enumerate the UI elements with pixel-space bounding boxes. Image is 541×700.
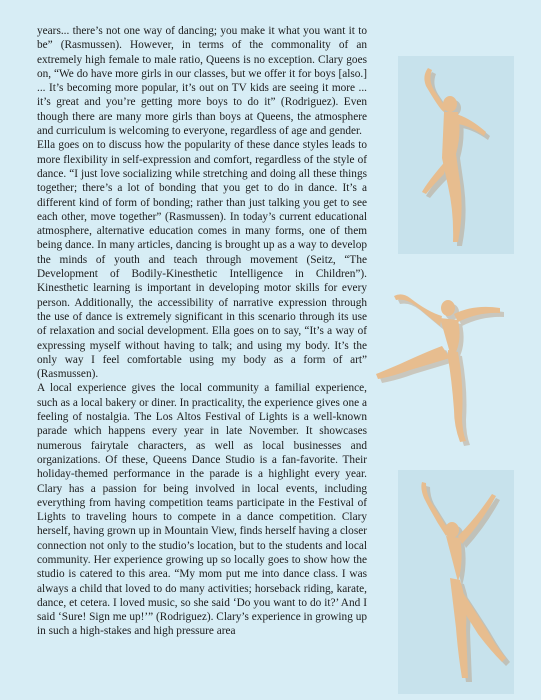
paragraph: A local experience gives the local community a familial experience, such as a local bakery or diner. In practicality, the experience gives one a feeling of nostalgia. The Los Altos Festival of Lights is a well-known parade which happens every year in late November. It showcases numerous fairytale characters, as well as local businesses and organizations. Of these, Queens Dance Studio is a fan-favorite. Their holiday-themed performance in the parade is a highlight every year. Clary has a passion for being involved in local events, including everything from having competition teams participate in the Festival of Lights to traveling hours to compete in a dance competition. Clary herself, having grown up in Mountain View, finds herself having a closer connection not only to the studio’s location, but to the students and local community. Her experience growing up so locally goes to show how the studio is catered to this area. “My mom put me into dance class. I was always a child that loved to do many activities; horseback riding, karate, dance, et cetera. I loved music, so she said ‘Do you want to do it?’ And I said ‘Sure! Sign me up!’” (Rodriguez). Clary’s experience in growing up in such a high-stakes and high pressure area bbox=[37, 382, 367, 638]
dancer-arabesque-icon bbox=[370, 286, 540, 446]
article-body bbox=[37, 24, 367, 639]
paragraph: Ella goes on to discuss how the popularity of these dance styles leads to more flexibility in self-expression and comfort, regardless of the style of dance. “I just love socializing while stretching and doing all these things together; there’s a lot of bonding that you get to do in dance. It’s a different kind of form of bonding; rather than just talking you get to see each other, move together” (Rasmussen). In today’s current educational atmosphere, alternative education comes in many forms, one of them being dance. In many articles, dancing is brought up as a way to develop the minds of youth and teach through movement (Seitz, “The Development of Bodily-Kinesthetic Intelligence in Children”). Kinesthetic learning is important in developing motor skills for every person. Additionally, the accessibility of narrative expression through the use of dance is extremely significant in this scenario through its use of relaxation and social development. Ella goes on to say, “It’s a way of expressing myself without having to talk; and using my body. It’s the only way I feel comfortable using my body as a form of art” (Rasmussen). bbox=[37, 139, 367, 381]
paragraph: years... there’s not one way of dancing; you make it what you want it to be” (Rasmussen). However, in terms of the commonality of an extremely high female to male ratio, Queens is no exception. Clary goes on, “We do have more girls in our classes, but we offer it for boys [also.] ... It’s becoming more popular, it’s out on TV kids are seeing it more ... it’s great and you’re getting more boys to do it” (Rodriguez). Even though there are many more girls than boys at Queens, the atmosphere and curriculum is welcoming to everyone, regardless of age and gender. bbox=[37, 25, 367, 138]
dancer-leap-pose-icon bbox=[398, 478, 516, 692]
dancer-arms-up-icon bbox=[400, 62, 510, 252]
